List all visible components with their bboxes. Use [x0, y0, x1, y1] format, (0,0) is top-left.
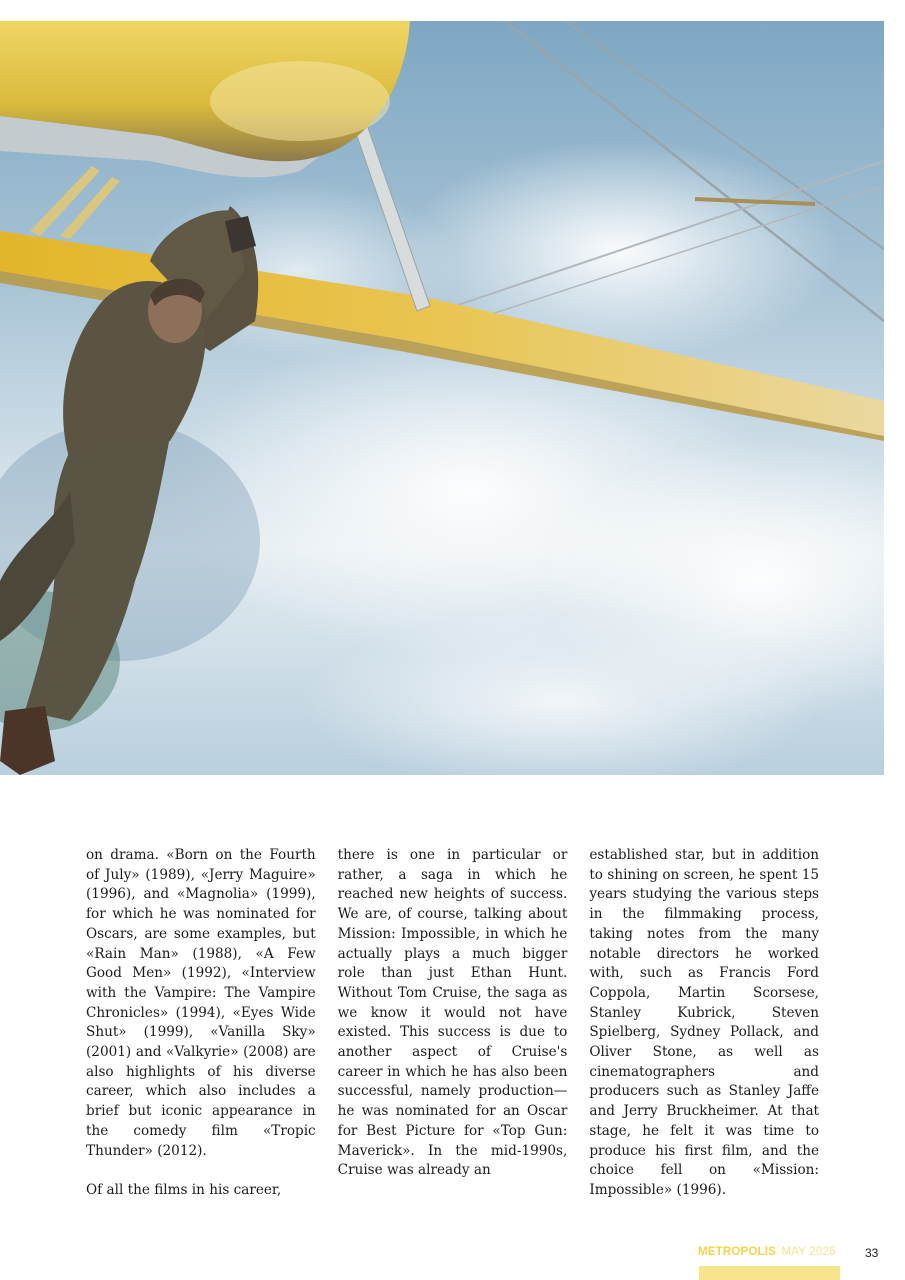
article-column-3 — [589, 846, 819, 1201]
footer-accent-bar — [699, 1266, 840, 1280]
article-column-1 — [86, 846, 316, 1201]
running-footer — [698, 1246, 836, 1258]
hero-photo — [0, 21, 884, 775]
paragraph: established star, but in addition to shining on screen, he spent 15 years studying the various steps in the filmmaking process, taking notes from the many notable directors he worked with, such as Francis Ford Coppola, Martin Scorsese, Stanley Kubrick, Steven Spielberg, Sydney Pollack, and Oliver Stone, as well as cinematographers and producers such as Stanley Jaffe and Jerry Bruckheimer. At that stage, he felt it was time to produce his first film, and the choice fell on «Mission: Impossible» (1996). — [589, 847, 820, 1198]
article-body — [86, 846, 819, 1201]
paragraph: on drama. «Born on the Fourth of July» (1989), «Jerry Maguire» (1996), and «Magnolia» (1999), for which he was nominated for Oscars, are some examples, but «Rain Man» (1988), «A Few Good Men» (1992), «Interview with the Vampire: The Vampire Chronicles» (1994), «Eyes Wide Shut» (1999), «Vanilla Sky» (2001) and «Valkyrie» (2008) are also highlights of his diverse career, which also includes a brief but iconic appearance in the comedy film «Tropic Thunder» (2012). — [86, 847, 316, 1159]
plane-stunt-illustration — [0, 21, 884, 775]
paragraph: Of all the films in his career, — [86, 1181, 282, 1198]
magazine-name: METROPOLIS — [698, 1246, 777, 1258]
article-column-2 — [338, 846, 568, 1201]
paragraph: there is one in particular or rather, a saga in which he reached new heights of success. We are, of course, talking about Mission: Impossible, in which he actually plays a much bigger role than just Ethan Hunt. Without Tom Cruise, the saga as we know it would not have existed. This success is due to another aspect of Cruise's career in which he has also been successful, namely production—he was nominated for an Oscar for Best Picture for «Top Gun: Maverick». In the mid-1990s, Cruise was already an — [337, 847, 568, 1179]
issue-date: MAY 2025 — [781, 1246, 836, 1258]
page-number: 33 — [865, 1246, 879, 1260]
